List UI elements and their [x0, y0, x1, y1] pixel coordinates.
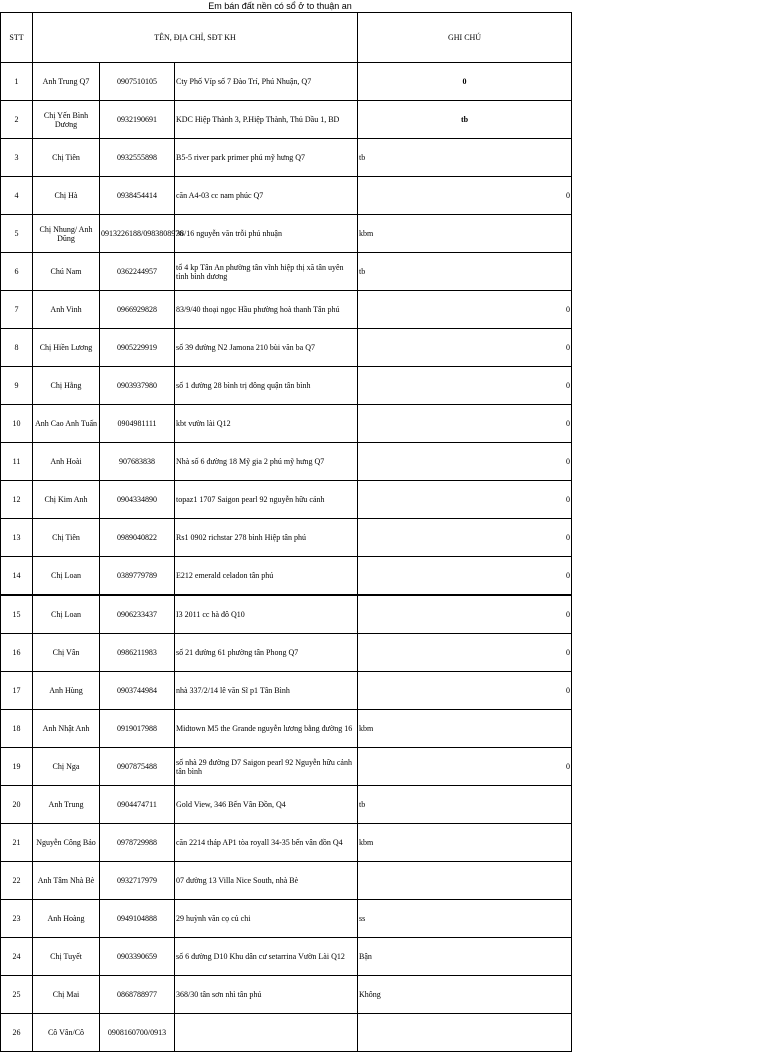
customer-address: kbt vườn lài Q12 [175, 405, 358, 443]
customer-name: Anh Hoàng [33, 900, 100, 938]
customer-name: Chị Kim Anh [33, 481, 100, 519]
row-number: 20 [1, 786, 33, 824]
row-number: 21 [1, 824, 33, 862]
customer-phone: 0903744984 [100, 672, 175, 710]
customer-name: Chị Yến Bình Dương [33, 101, 100, 139]
customer-phone: 0905229919 [100, 329, 175, 367]
customer-address: số nhà 29 đường D7 Saigon pearl 92 Nguyễn hữu cảnh tân bình [175, 748, 358, 786]
row-number: 18 [1, 710, 33, 748]
customer-address [175, 1014, 358, 1052]
customer-phone: 0904334890 [100, 481, 175, 519]
row-number: 17 [1, 672, 33, 710]
customer-address: số 1 đường 28 bình trị đông quận tân bình [175, 367, 358, 405]
customer-address: B5-5 river park primer phú mỹ hưng Q7 [175, 139, 358, 177]
table-row [1, 443, 572, 481]
customer-name: Cô Vân/Cô [33, 1014, 100, 1052]
customer-name: Anh Cao Anh Tuấn [33, 405, 100, 443]
customer-address: Cty Phố Víp số 7 Đào Trí, Phú Nhuận, Q7 [175, 63, 358, 101]
customer-name: Chị Hà [33, 177, 100, 215]
customer-phone: 0913226188/0983808976 [100, 215, 175, 253]
table-row [1, 938, 572, 976]
table-row [1, 786, 572, 824]
row-number: 8 [1, 329, 33, 367]
customer-note: 0 [358, 634, 572, 672]
row-number: 13 [1, 519, 33, 557]
row-number: 22 [1, 862, 33, 900]
customer-phone: 0938454414 [100, 177, 175, 215]
customer-note: 0 [358, 557, 572, 596]
table-row [1, 900, 572, 938]
table-row [1, 1014, 572, 1052]
customer-name: Anh Hùng [33, 672, 100, 710]
table-row [1, 481, 572, 519]
customer-phone: 0903390659 [100, 938, 175, 976]
row-number: 23 [1, 900, 33, 938]
customer-address: căn A4-03 cc nam phúc Q7 [175, 177, 358, 215]
customer-note: 0 [358, 291, 572, 329]
customer-address: nhà 337/2/14 lê văn Sĩ p1 Tân Bình [175, 672, 358, 710]
table-row [1, 101, 572, 139]
customer-name: Anh Tâm Nhà Bè [33, 862, 100, 900]
customer-name: Anh Nhật Anh [33, 710, 100, 748]
table-row [1, 976, 572, 1014]
header-stt: STT [1, 13, 33, 63]
row-number: 6 [1, 253, 33, 291]
customer-name: Chị Hiền Lương [33, 329, 100, 367]
row-number: 3 [1, 139, 33, 177]
customer-name: Chị Loan [33, 595, 100, 634]
customer-address: 07 đường 13 Villa Nice South, nhà Bè [175, 862, 358, 900]
customer-name: Anh Trung Q7 [33, 63, 100, 101]
row-number: 25 [1, 976, 33, 1014]
row-number: 7 [1, 291, 33, 329]
table-row [1, 253, 572, 291]
table-row [1, 748, 572, 786]
table-body [1, 63, 572, 1052]
customer-address: số 21 đường 61 phường tân Phong Q7 [175, 634, 358, 672]
table-row [1, 519, 572, 557]
customer-note: 0 [358, 672, 572, 710]
customer-phone: 0989040822 [100, 519, 175, 557]
row-number: 4 [1, 177, 33, 215]
customer-note: tb [358, 139, 572, 177]
table-row [1, 595, 572, 634]
table-row [1, 177, 572, 215]
header-note: GHI CHÚ [358, 13, 572, 63]
row-number: 26 [1, 1014, 33, 1052]
customer-address: topaz1 1707 Saigon pearl 92 nguyễn hữu cảnh [175, 481, 358, 519]
customer-note [358, 1014, 572, 1052]
customer-note: kbm [358, 710, 572, 748]
customer-name: Chị Mai [33, 976, 100, 1014]
customer-phone: 0362244957 [100, 253, 175, 291]
row-number: 2 [1, 101, 33, 139]
row-number: 11 [1, 443, 33, 481]
customer-name: Chị Vân [33, 634, 100, 672]
customer-address: số 6 đường D10 Khu dân cư setarrina Vườn Lài Q12 [175, 938, 358, 976]
customer-address: tổ 4 kp Tân An phường tân vĩnh hiệp thị xã tân uyên tỉnh bình dương [175, 253, 358, 291]
row-number: 14 [1, 557, 33, 596]
customer-name: Chú Nam [33, 253, 100, 291]
table-row [1, 862, 572, 900]
row-number: 5 [1, 215, 33, 253]
customer-note: 0 [358, 329, 572, 367]
customer-note: kbm [358, 824, 572, 862]
customer-phone: 0903937980 [100, 367, 175, 405]
customer-phone: 0868788977 [100, 976, 175, 1014]
customer-phone: 0986211983 [100, 634, 175, 672]
customer-phone: 0932717979 [100, 862, 175, 900]
row-number: 9 [1, 367, 33, 405]
customer-address: 29 huỳnh văn cọ củ chi [175, 900, 358, 938]
customer-name: Chị Nhung/ Anh Dũng [33, 215, 100, 253]
customer-note: tb [358, 786, 572, 824]
table-row [1, 329, 572, 367]
row-number: 10 [1, 405, 33, 443]
row-number: 19 [1, 748, 33, 786]
customer-note: 0 [358, 748, 572, 786]
header-customer-info: TÊN, ĐỊA CHỈ, SĐT KH [33, 13, 358, 63]
customer-note: 0 [358, 481, 572, 519]
table-row [1, 557, 572, 596]
customer-address: Rs1 0902 richstar 278 bình Hiệp tân phú [175, 519, 358, 557]
customer-note [358, 862, 572, 900]
customer-note: 0 [358, 405, 572, 443]
customer-name: Anh Vinh [33, 291, 100, 329]
customer-note: 0 [358, 367, 572, 405]
customer-address: căn 2214 tháp AP1 tòa royall 34-35 bến vân đồn Q4 [175, 824, 358, 862]
customer-name: Chị Hằng [33, 367, 100, 405]
customer-address: Midtown M5 the Grande nguyễn lương bằng đường 16 [175, 710, 358, 748]
table-header-row [1, 13, 572, 63]
customer-note: tb [358, 253, 572, 291]
customer-phone: 0389779789 [100, 557, 175, 596]
table-row [1, 63, 572, 101]
customer-name: Chị Tuyết [33, 938, 100, 976]
row-number: 12 [1, 481, 33, 519]
customer-note: 0 [358, 177, 572, 215]
customer-table [0, 12, 572, 1052]
table-row [1, 215, 572, 253]
customer-note: tb [358, 101, 572, 139]
customer-phone: 0932190691 [100, 101, 175, 139]
customer-note: 0 [358, 595, 572, 634]
customer-name: Anh Trung [33, 786, 100, 824]
customer-phone: 0907510105 [100, 63, 175, 101]
customer-note: Bận [358, 938, 572, 976]
customer-note: 0 [358, 519, 572, 557]
customer-address: I3 2011 cc hà đô Q10 [175, 595, 358, 634]
customer-address: 83/9/40 thoại ngọc Hầu phường hoà thanh Tân phú [175, 291, 358, 329]
customer-phone: 0919017988 [100, 710, 175, 748]
customer-address: 38/16 nguyễn văn trỗi phú nhuận [175, 215, 358, 253]
row-number: 15 [1, 595, 33, 634]
customer-address: Nhà số 6 đường 18 Mỹ gia 2 phú mỹ hưng Q7 [175, 443, 358, 481]
customer-phone: 0978729988 [100, 824, 175, 862]
customer-phone: 0904474711 [100, 786, 175, 824]
customer-note: 0 [358, 443, 572, 481]
customer-name: Chị Loan [33, 557, 100, 596]
row-number: 24 [1, 938, 33, 976]
customer-phone: 0904981111 [100, 405, 175, 443]
customer-address: số 39 đường N2 Jamona 210 bùi văn ba Q7 [175, 329, 358, 367]
table-row [1, 710, 572, 748]
customer-name: Nguyễn Công Bảo [33, 824, 100, 862]
customer-name: Anh Hoài [33, 443, 100, 481]
customer-phone: 0908160700/0913 [100, 1014, 175, 1052]
document-title: Em bán đất nền có sổ ở to thuận an [208, 1, 352, 11]
customer-note: ss [358, 900, 572, 938]
customer-address: KDC Hiệp Thành 3, P.Hiệp Thành, Thủ Dầu 1, BD [175, 101, 358, 139]
customer-name: Chị Tiên [33, 139, 100, 177]
customer-note: kbm [358, 215, 572, 253]
customer-name: Chị Tiên [33, 519, 100, 557]
customer-address: E212 emerald celadon tân phú [175, 557, 358, 596]
customer-address: 368/30 tân sơn nhì tân phú [175, 976, 358, 1014]
table-row [1, 291, 572, 329]
customer-phone: 0932555898 [100, 139, 175, 177]
table-row [1, 634, 572, 672]
customer-phone: 0906233437 [100, 595, 175, 634]
row-number: 16 [1, 634, 33, 672]
table-row [1, 367, 572, 405]
table-row [1, 139, 572, 177]
row-number: 1 [1, 63, 33, 101]
table-row [1, 672, 572, 710]
customer-address: Gold View, 346 Bến Vân Đồn, Q4 [175, 786, 358, 824]
customer-note: 0 [358, 63, 572, 101]
customer-phone: 0966929828 [100, 291, 175, 329]
table-row [1, 405, 572, 443]
customer-name: Chị Nga [33, 748, 100, 786]
customer-note: Không [358, 976, 572, 1014]
customer-phone: 0949104888 [100, 900, 175, 938]
customer-phone: 907683838 [100, 443, 175, 481]
table-row [1, 824, 572, 862]
customer-phone: 0907875488 [100, 748, 175, 786]
